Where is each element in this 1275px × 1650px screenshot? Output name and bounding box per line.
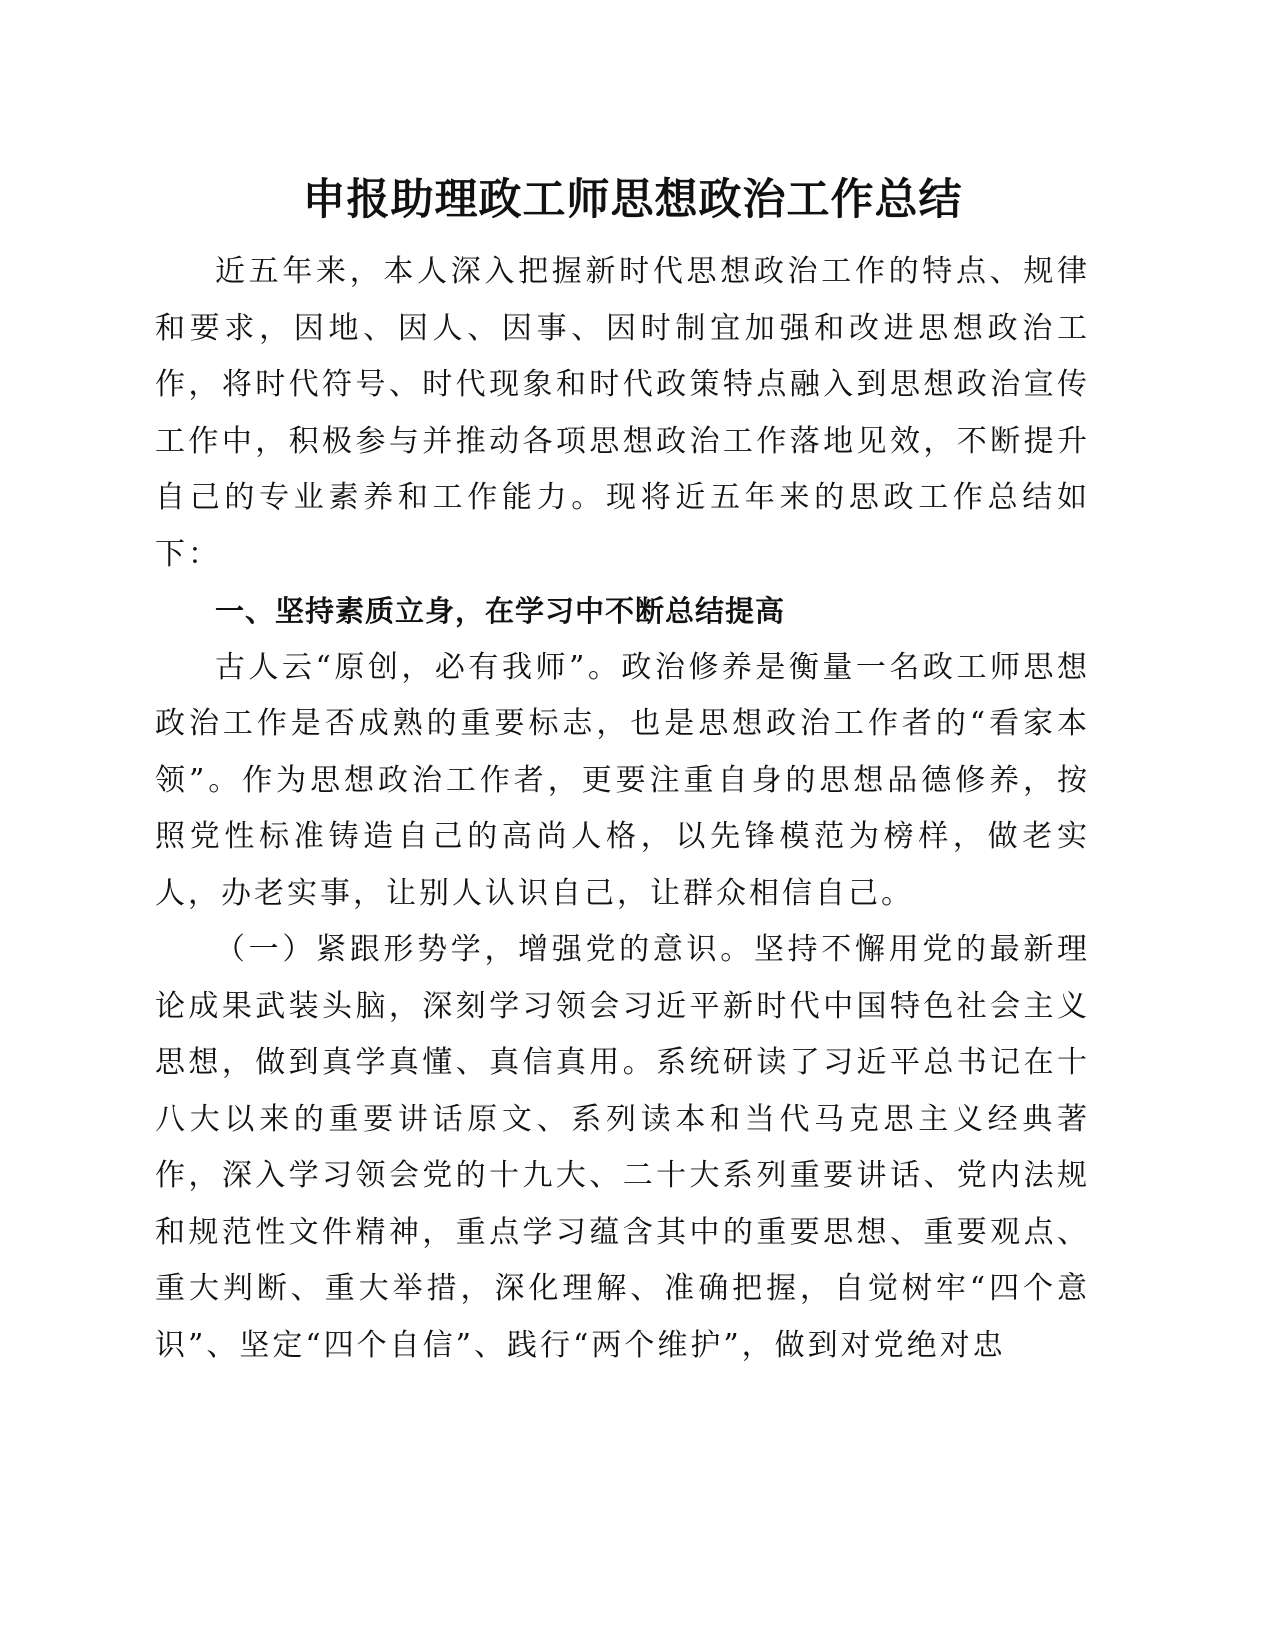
section-one-heading: 一、坚持素质立身，在学习中不断总结提高 [215,594,786,628]
subsection-one-paragraph: （一）紧跟形势学，增强党的意识。坚持不懈用党的最新理论成果武装头脑，深刻学习领会习近平新时代中国特色社会主义思想，做到真学真懂、真信真用。系统研读了习近平总书记在十八大以来的重要讲话原文、系列读本和当代马克思主义经典著作，深入学习领会党的十九大、二十大系列重要讲话、党内法规和规范性文件精神，重点学习蕴含其中的重要思想、重要观点、重大判断、重大举措，深化理解、准确把握，自觉树牢“四个意识”、坚定“四个自信”、践行“两个维护”，做到对党绝对忠 [155,932,1090,1363]
section-one-paragraph: 古人云“原创，必有我师”。政治修养是衡量一名政工师思想政治工作是否成熟的重要标志，也是思想政治工作者的“看家本领”。作为思想政治工作者，更要注重自身的思想品德修养，按照党性标准铸造自己的高尚人格，以先锋模范为榜样，做老实人，办老实事，让别人认识自己，让群众相信自己。 [155,649,1090,911]
intro-paragraph: 近五年来，本人深入把握新时代思想政治工作的特点、规律和要求，因地、因人、因事、因时制宜加强和改进思想政治工作，将时代符号、时代现象和时代政策特点融入到思想政治宣传工作中，积极参与并推动各项思想政治工作落地见效，不断提升自己的专业素养和工作能力。现将近五年来的思政工作总结如下： [155,254,1090,572]
document-body [155,244,1090,1374]
document-title: 申报助理政工师思想政治工作总结 [302,175,963,225]
